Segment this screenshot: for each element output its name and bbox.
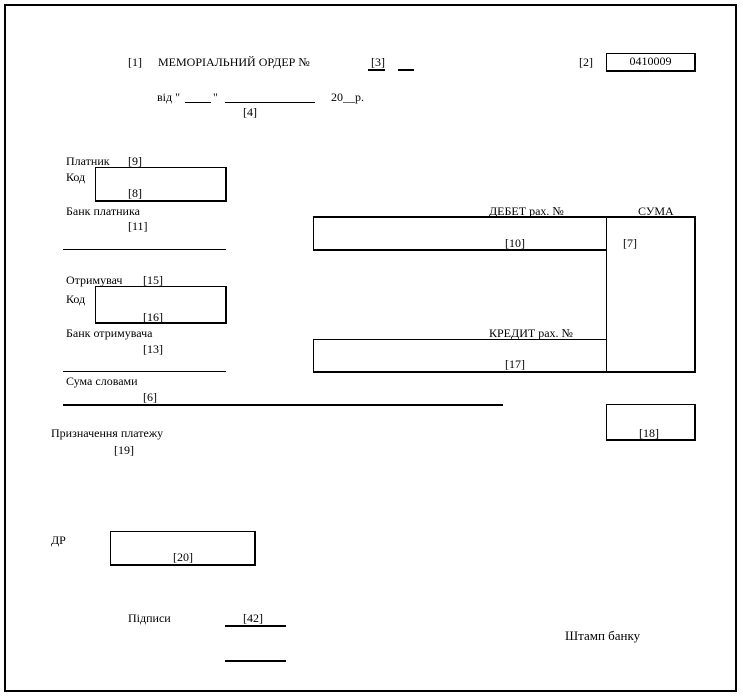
payer-code-label: Код bbox=[66, 170, 86, 184]
receiver-label: Отримувач bbox=[66, 273, 123, 287]
ref-4: [4] bbox=[243, 105, 257, 119]
purpose-label: Призначення платежу bbox=[51, 426, 164, 440]
ref-13: [13] bbox=[143, 342, 163, 356]
ref-1: [1] bbox=[128, 55, 142, 69]
credit-account-box bbox=[313, 339, 607, 373]
order-number-line-2 bbox=[398, 69, 414, 71]
debit-label: ДЕБЕТ рах. № bbox=[489, 204, 564, 218]
bank-stamp-label: Штамп банку bbox=[565, 628, 641, 643]
ref-16: [16] bbox=[143, 310, 163, 324]
ref-20: [20] bbox=[173, 550, 193, 564]
dr-label: ДР bbox=[51, 533, 66, 547]
amount-words-line bbox=[63, 404, 503, 406]
payer-code-box bbox=[95, 167, 227, 202]
ref-10: [10] bbox=[505, 236, 525, 250]
date-day-line bbox=[185, 102, 211, 103]
date-quote: " bbox=[213, 90, 218, 104]
ref-17: [17] bbox=[505, 357, 525, 371]
ref-11: [11] bbox=[128, 219, 148, 233]
ref-3: [3] bbox=[371, 55, 385, 69]
signature-line-2 bbox=[225, 660, 286, 662]
sum-box bbox=[606, 216, 696, 373]
ref-7: [7] bbox=[623, 236, 637, 250]
date-prefix: від " bbox=[157, 90, 181, 104]
date-year: 20__р. bbox=[331, 90, 364, 104]
ref-9: [9] bbox=[128, 154, 142, 168]
ref-42: [42] bbox=[243, 611, 263, 625]
ref-8: [8] bbox=[128, 186, 142, 200]
form-code-box: 0410009 bbox=[606, 53, 696, 72]
ref-18: [18] bbox=[639, 426, 659, 440]
ref-2: [2] bbox=[579, 55, 593, 69]
payer-bank-label: Банк платника bbox=[66, 204, 140, 218]
payer-bank-line bbox=[63, 249, 226, 250]
debit-account-box bbox=[313, 216, 607, 251]
ref-19: [19] bbox=[114, 443, 134, 457]
sum-label: СУМА bbox=[638, 204, 674, 218]
form-title: МЕМОРІАЛЬНИЙ ОРДЕР № bbox=[158, 55, 310, 69]
date-month-line bbox=[225, 102, 315, 103]
payer-label: Платник bbox=[66, 154, 110, 168]
credit-label: КРЕДИТ рах. № bbox=[489, 326, 573, 340]
order-number-line bbox=[368, 69, 385, 71]
receiver-bank-label: Банк отримувача bbox=[66, 326, 153, 340]
receiver-code-label: Код bbox=[66, 292, 86, 306]
signatures-label: Підписи bbox=[128, 611, 171, 625]
signature-line-1 bbox=[225, 625, 286, 627]
ref-15: [15] bbox=[143, 273, 163, 287]
receiver-bank-line bbox=[63, 371, 226, 372]
amount-words-label: Сума словами bbox=[66, 374, 138, 388]
ref-6: [6] bbox=[143, 390, 157, 404]
